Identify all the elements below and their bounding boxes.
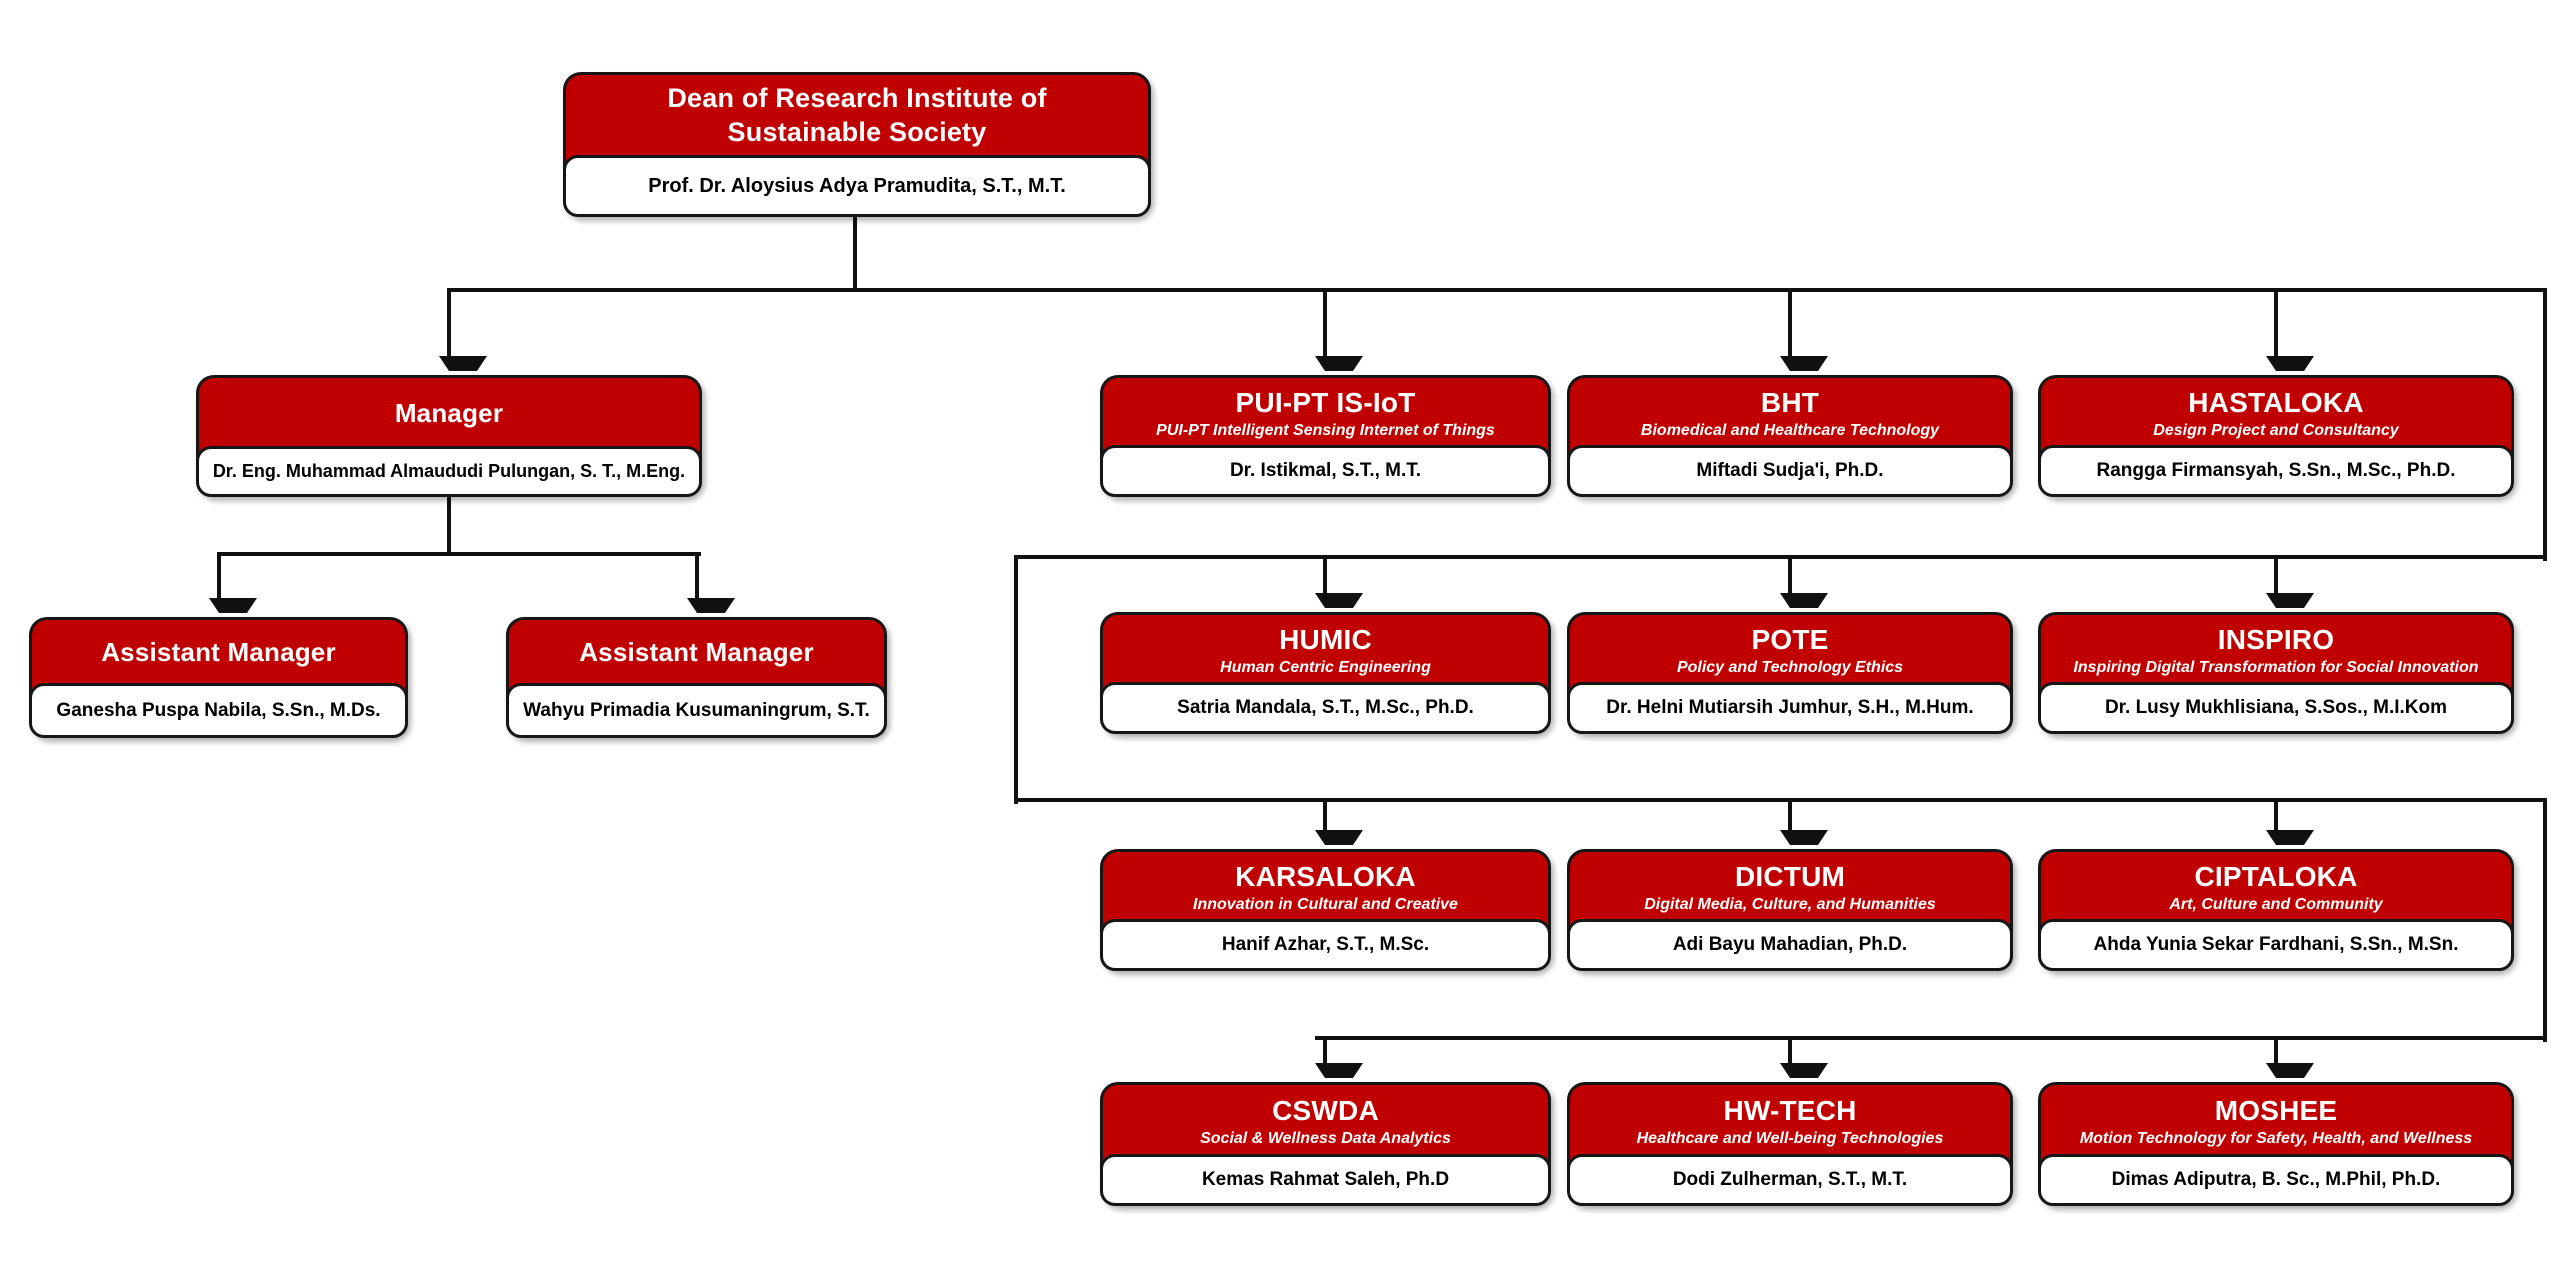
node-subtitle: Art, Culture and Community	[2169, 895, 2383, 913]
arrow-to-pui-pt	[1315, 290, 1335, 375]
node-subtitle: Healthcare and Well-being Technologies	[1636, 1129, 1944, 1147]
node-subtitle: Policy and Technology Ethics	[1676, 658, 1904, 676]
node-header	[1570, 1085, 2010, 1156]
org-node-cswda	[1100, 1082, 1551, 1206]
node-title: HW-TECH	[1723, 1094, 1857, 1126]
node-header	[1570, 852, 2010, 921]
connector-dean-vertical	[853, 215, 857, 292]
node-header	[1570, 615, 2010, 684]
arrow-to-karsaloka	[1315, 800, 1335, 849]
connector-assistants-horizontal	[217, 552, 701, 556]
node-subtitle: Inspiring Digital Transformation for Social Innovation	[2073, 658, 2479, 676]
node-title: DICTUM	[1734, 860, 1846, 892]
node-header	[1570, 378, 2010, 447]
node-person	[1100, 1154, 1551, 1206]
arrow-to-ciptaloka	[2266, 800, 2286, 849]
node-title: HASTALOKA	[2188, 386, 2364, 418]
arrow-to-manager	[439, 290, 459, 375]
org-node-assistant-manager-2	[506, 617, 887, 738]
node-subtitle: PUI-PT Intelligent Sensing Internet of Things	[1156, 421, 1495, 439]
org-node-manager	[196, 375, 702, 497]
arrow-to-pote	[1780, 557, 1800, 612]
node-person	[1567, 682, 2013, 734]
node-subtitle: Motion Technology for Safety, Health, and Wellness	[2079, 1129, 2473, 1147]
connector-manager-vertical	[447, 495, 451, 556]
node-header	[2041, 852, 2511, 921]
connector-left-vertical	[1014, 555, 1018, 804]
node-person	[2038, 1154, 2514, 1206]
person-name: Dodi Zulherman, S.T., M.T.	[1672, 1169, 1908, 1190]
node-header	[2041, 615, 2511, 684]
org-node-humic	[1100, 612, 1551, 734]
node-person	[2038, 682, 2514, 734]
node-person	[506, 683, 887, 738]
node-title: HUMIC	[1279, 623, 1372, 655]
node-title: Assistant Manager	[579, 637, 814, 668]
person-name: Satria Mandala, S.T., M.Sc., Ph.D.	[1177, 697, 1474, 718]
org-node-ciptaloka	[2038, 849, 2514, 971]
node-header	[566, 75, 1148, 157]
node-title: PUI-PT IS-IoT	[1235, 386, 1416, 418]
arrow-to-assistant-manager-2	[687, 554, 707, 617]
arrow-to-dictum	[1780, 800, 1800, 849]
node-person	[1100, 445, 1551, 497]
node-title: CSWDA	[1272, 1094, 1379, 1126]
person-name: Prof. Dr. Aloysius Adya Pramudita, S.T., M.T.	[648, 174, 1066, 197]
node-subtitle: Human Centric Engineering	[1220, 658, 1431, 676]
person-name: Dr. Istikmal, S.T., M.T.	[1229, 460, 1422, 481]
node-subtitle: Design Project and Consultancy	[2153, 421, 2399, 439]
node-title: Assistant Manager	[101, 637, 336, 668]
org-node-hastaloka	[2038, 375, 2514, 497]
org-node-pui-pt-is-iot	[1100, 375, 1551, 497]
org-node-inspiro	[2038, 612, 2514, 734]
org-node-dictum	[1567, 849, 2013, 971]
connector-row4-horizontal	[1315, 1036, 2547, 1040]
node-person	[1567, 1154, 2013, 1206]
node-header	[1103, 852, 1548, 921]
node-header	[2041, 378, 2511, 447]
arrow-to-hastaloka	[2266, 290, 2286, 375]
node-title: POTE	[1751, 623, 1829, 655]
node-header	[199, 378, 699, 448]
node-title: CIPTALOKA	[2194, 860, 2358, 892]
node-header	[32, 620, 405, 685]
org-node-hw-tech	[1567, 1082, 2013, 1206]
person-name: Kemas Rahmat Saleh, Ph.D	[1201, 1169, 1450, 1190]
arrow-to-inspiro	[2266, 557, 2286, 612]
node-person	[2038, 445, 2514, 497]
person-name: Wahyu Primadia Kusumaningrum, S.T.	[523, 699, 870, 721]
arrow-to-assistant-manager-1	[209, 554, 229, 617]
person-name: Rangga Firmansyah, S.Sn., M.Sc., Ph.D.	[2096, 460, 2456, 481]
arrow-to-bht	[1780, 290, 1800, 375]
node-subtitle: Digital Media, Culture, and Humanities	[1644, 895, 1936, 913]
person-name: Ahda Yunia Sekar Fardhani, S.Sn., M.Sn.	[2093, 934, 2459, 955]
node-person	[2038, 919, 2514, 971]
connector-right-vertical-1	[2543, 288, 2547, 561]
node-title: Dean of Research Institute of Sustainable Society	[667, 83, 1047, 147]
node-header	[509, 620, 884, 685]
node-title: Manager	[394, 397, 504, 428]
arrow-to-hw-tech	[1780, 1038, 1800, 1082]
node-title: MOSHEE	[2214, 1094, 2338, 1126]
node-person	[196, 446, 702, 497]
org-node-dean	[563, 72, 1151, 217]
org-node-karsaloka	[1100, 849, 1551, 971]
node-person	[563, 155, 1151, 217]
arrow-to-moshee	[2266, 1038, 2286, 1082]
connector-right-vertical-2	[2543, 798, 2547, 1042]
node-person	[1100, 682, 1551, 734]
node-title: BHT	[1760, 386, 1820, 418]
node-subtitle: Social & Wellness Data Analytics	[1200, 1129, 1451, 1147]
node-header	[2041, 1085, 2511, 1156]
person-name: Dr. Eng. Muhammad Almaududi Pulungan, S. T., M.Eng.	[212, 461, 686, 481]
node-person	[29, 683, 408, 738]
person-name: Dimas Adiputra, B. Sc., M.Phil, Ph.D.	[2111, 1169, 2441, 1190]
connector-row1-horizontal	[447, 288, 2547, 292]
org-node-pote	[1567, 612, 2013, 734]
person-name: Adi Bayu Mahadian, Ph.D.	[1672, 934, 1908, 955]
arrow-to-cswda	[1315, 1038, 1335, 1082]
org-node-moshee	[2038, 1082, 2514, 1206]
arrow-to-humic	[1315, 557, 1335, 612]
node-subtitle: Biomedical and Healthcare Technology	[1640, 421, 1940, 439]
org-node-bht	[1567, 375, 2013, 497]
node-title: KARSALOKA	[1235, 860, 1416, 892]
org-node-assistant-manager-1	[29, 617, 408, 738]
person-name: Miftadi Sudja'i, Ph.D.	[1696, 460, 1884, 481]
node-person	[1567, 919, 2013, 971]
person-name: Ganesha Puspa Nabila, S.Sn., M.Ds.	[56, 699, 381, 721]
node-header	[1103, 378, 1548, 447]
node-person	[1567, 445, 2013, 497]
node-person	[1100, 919, 1551, 971]
person-name: Hanif Azhar, S.T., M.Sc.	[1221, 934, 1430, 955]
node-title: INSPIRO	[2217, 623, 2335, 655]
person-name: Dr. Helni Mutiarsih Jumhur, S.H., M.Hum.	[1606, 697, 1974, 718]
node-header	[1103, 1085, 1548, 1156]
node-header	[1103, 615, 1548, 684]
node-subtitle: Innovation in Cultural and Creative	[1193, 895, 1458, 913]
person-name: Dr. Lusy Mukhlisiana, S.Sos., M.I.Kom	[2104, 697, 2448, 718]
